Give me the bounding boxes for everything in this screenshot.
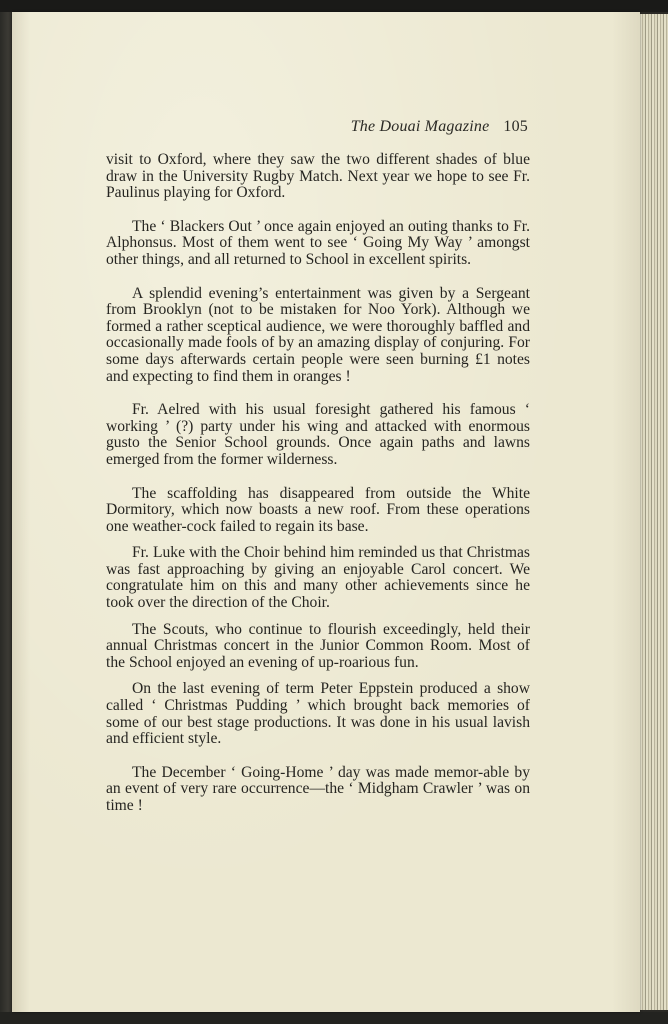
paragraph-oxford-visit: visit to Oxford, where they saw the two different shades of blue draw in the University Rugby Match. Next year we hope to see Fr. Paulinus playing for Oxford.: [106, 151, 530, 202]
scan-top-edge: [0, 0, 668, 12]
paragraph-blackers-out: The ‘ Blackers Out ’ once again enjoyed an outing thanks to Fr. Alphonsus. Most of them went to see ‘ Going My Way ’ amongst other things, and all returned to School in excellent spirits.: [106, 217, 530, 268]
paragraph-christmas-pudding: On the last evening of term Peter Eppstein produced a show called ‘ Christmas Pudding ’ which brought back memories of some of our best stage productions. It was done in his usual lavish and efficient style.: [106, 680, 530, 748]
page-number: 105: [503, 118, 528, 135]
paragraph-scaffolding: The scaffolding has disappeared from outside the White Dormitory, which now boasts a new roof. From these operations one weather-cock failed to regain its base.: [106, 484, 530, 535]
scan-bottom-edge: [0, 1012, 668, 1024]
paragraph-scouts: The Scouts, who continue to flourish exceedingly, held their annual Christmas concert in the Junior Common Room. Most of the School enjoyed an evening of up-roarious fun.: [106, 620, 530, 671]
paragraph-working-party: Fr. Aelred with his usual foresight gathered his famous ‘ working ’ (?) party under his wing and attacked with enormous gusto the Senior School grounds. Once again paths and lawns emerged from the former wilderness.: [106, 401, 530, 468]
magazine-title: The Douai Magazine: [350, 118, 490, 135]
running-head: [200, 118, 528, 136]
page-edges: [640, 14, 668, 1010]
paragraph-conjuring: A splendid evening’s entertainment was given by a Sergeant from Brooklyn (not to be mistaken for Noo York). Although we formed a rather sceptical audience, we were thoroughly baffled and occasionally made fools of by an amazing display of conjuring. For some days afterwards certain people were seen burning £1 notes and expecting to find them in oranges !: [106, 284, 530, 385]
paragraph-going-home: The December ‘ Going-Home ’ day was made memor-able by an event of very rare occurrence—the ‘ Midgham Crawler ’ was on time !: [106, 763, 530, 814]
paragraph-choir: Fr. Luke with the Choir behind him reminded us that Christmas was fast approaching by giving an enjoyable Carol concert. We congratulate him on this and many other achievements since he took over the direction of the Choir.: [106, 544, 530, 612]
body-text: [106, 152, 530, 815]
